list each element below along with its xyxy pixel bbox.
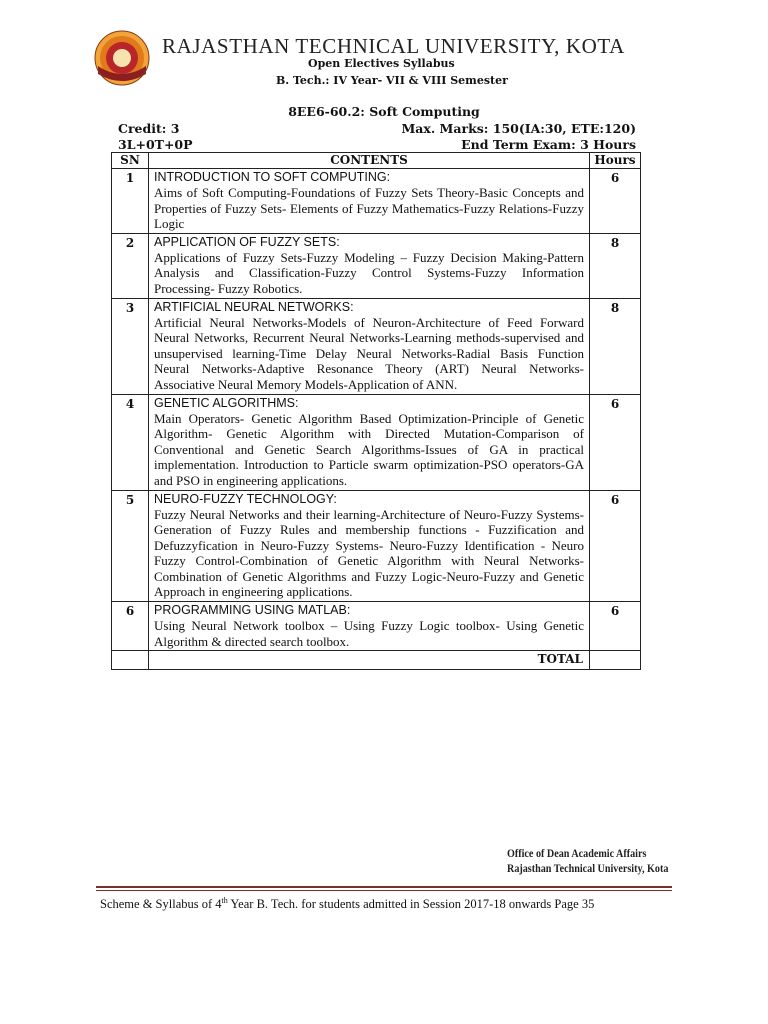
row-sn: 4 bbox=[112, 394, 149, 490]
row-sn: 3 bbox=[112, 298, 149, 394]
row-contents bbox=[149, 233, 590, 298]
year-semester-subtitle: B. Tech.: IV Year- VII & VIII Semester bbox=[276, 74, 508, 87]
unit-description: Using Neural Network toolbox – Using Fuzzy Logic toolbox- Using Genetic Algorithm & directed search toolbox. bbox=[154, 618, 584, 649]
max-marks-label: Max. Marks: 150(IA:30, ETE:120) bbox=[401, 121, 636, 136]
table-row bbox=[112, 602, 641, 651]
total-hours bbox=[590, 651, 641, 670]
footer-rule-thin bbox=[96, 890, 672, 891]
row-contents bbox=[149, 490, 590, 602]
footer-text-start: Scheme & Syllabus of 4 bbox=[100, 897, 222, 912]
syllabus-table bbox=[111, 152, 641, 670]
university-name: RAJASTHAN TECHNICAL UNIVERSITY, KOTA bbox=[162, 34, 625, 58]
row-hours: 6 bbox=[590, 490, 641, 602]
unit-description: Artificial Neural Networks-Models of Neuron-Architecture of Feed Forward Neural Networks, Recurrent Neural Networks-Learning methods-supervised and unsupervised learning-Time Delay Neural Networks-Radial Basis Function Neural Networks-Adaptive Resonance Theory (ART) Neural Networks- Associative Neural Memory Models-Application of ANN. bbox=[154, 314, 584, 392]
row-sn: 5 bbox=[112, 490, 149, 602]
row-contents bbox=[149, 169, 590, 234]
unit-description: Fuzzy Neural Networks and their learning-Architecture of Neuro-Fuzzy Systems- Generation of Fuzzy Rules and membership functions - Fuzzification and Defuzzyfication in Neuro-Fuzzy Systems- Neuro-Fuzzy Identification - Neuro Fuzzy Control-Combination of Genetic Algorithm with Neural Networks-Combination of Genetic Algorithms and Fuzzy Logic-Neuro-Fuzzy and Genetic Approach in engineering applications. bbox=[154, 506, 584, 600]
unit-description: Aims of Soft Computing-Foundations of Fuzzy Sets Theory-Basic Concepts and Properties of Fuzzy Sets- Elements of Fuzzy Mathematics-Fuzzy Relations-Fuzzy Logic bbox=[154, 185, 584, 232]
unit-topic: GENETIC ALGORITHMS: bbox=[154, 395, 299, 410]
unit-description: Main Operators- Genetic Algorithm Based Optimization-Principle of Genetic Algorithm- Genetic Algorithm with Directed Mutation-Comparison of Conventional and Genetic Search Algorithms-Issues of GA in practical implementation. Introduction to Particle swarm optimization-PSO operators-GA and PSO in engineering applications. bbox=[154, 410, 584, 488]
table-row bbox=[112, 490, 641, 602]
unit-topic: ARTIFICIAL NEURAL NETWORKS: bbox=[154, 299, 354, 314]
ltp-label: 3L+0T+0P bbox=[118, 137, 193, 152]
header-hours: Hours bbox=[590, 153, 641, 169]
table-header-row bbox=[112, 153, 641, 169]
row-hours: 6 bbox=[590, 169, 641, 234]
page-footer bbox=[100, 896, 594, 912]
office-signature bbox=[507, 847, 668, 877]
table-row bbox=[112, 298, 641, 394]
office-line-2: Rajasthan Technical University, Kota bbox=[506, 863, 668, 875]
office-line-1: Office of Dean Academic Affairs bbox=[506, 848, 647, 860]
row-contents bbox=[149, 298, 590, 394]
course-info-row-1 bbox=[118, 121, 636, 136]
footer-rule bbox=[96, 886, 672, 888]
row-hours: 6 bbox=[590, 394, 641, 490]
unit-topic: PROGRAMMING USING MATLAB: bbox=[154, 603, 351, 618]
unit-topic: NEURO-FUZZY TECHNOLOGY: bbox=[154, 491, 337, 506]
row-sn: 2 bbox=[112, 233, 149, 298]
table-row bbox=[112, 233, 641, 298]
footer-superscript: th bbox=[221, 896, 228, 905]
total-label: TOTAL bbox=[149, 651, 590, 670]
row-contents bbox=[149, 602, 590, 651]
syllabus-subtitle: Open Electives Syllabus bbox=[308, 57, 455, 70]
course-info-row-2 bbox=[118, 137, 636, 152]
unit-description: Applications of Fuzzy Sets-Fuzzy Modeling – Fuzzy Decision Making-Pattern Analysis and Classification-Fuzzy Control Systems-Fuzzy Information Processing- Fuzzy Robotics. bbox=[154, 249, 584, 296]
row-sn: 6 bbox=[112, 602, 149, 651]
row-hours: 8 bbox=[590, 233, 641, 298]
total-sn-cell bbox=[112, 651, 149, 670]
footer-text-end: Year B. Tech. for students admitted in Session 2017-18 onwards Page 35 bbox=[227, 897, 595, 912]
row-hours: 6 bbox=[590, 602, 641, 651]
university-logo bbox=[94, 30, 150, 86]
page-header bbox=[94, 28, 654, 94]
header-sn: SN bbox=[112, 153, 149, 169]
row-hours: 8 bbox=[590, 298, 641, 394]
row-contents bbox=[149, 394, 590, 490]
header-contents: CONTENTS bbox=[149, 153, 590, 169]
row-sn: 1 bbox=[112, 169, 149, 234]
total-row bbox=[112, 651, 641, 670]
credit-label: Credit: 3 bbox=[118, 121, 180, 136]
exam-duration-label: End Term Exam: 3 Hours bbox=[461, 137, 636, 152]
unit-topic: INTRODUCTION TO SOFT COMPUTING: bbox=[154, 170, 391, 184]
unit-topic: APPLICATION OF FUZZY SETS: bbox=[154, 234, 340, 249]
course-title: 8EE6-60.2: Soft Computing bbox=[288, 104, 480, 119]
table-row bbox=[112, 394, 641, 490]
table-row bbox=[112, 169, 641, 234]
